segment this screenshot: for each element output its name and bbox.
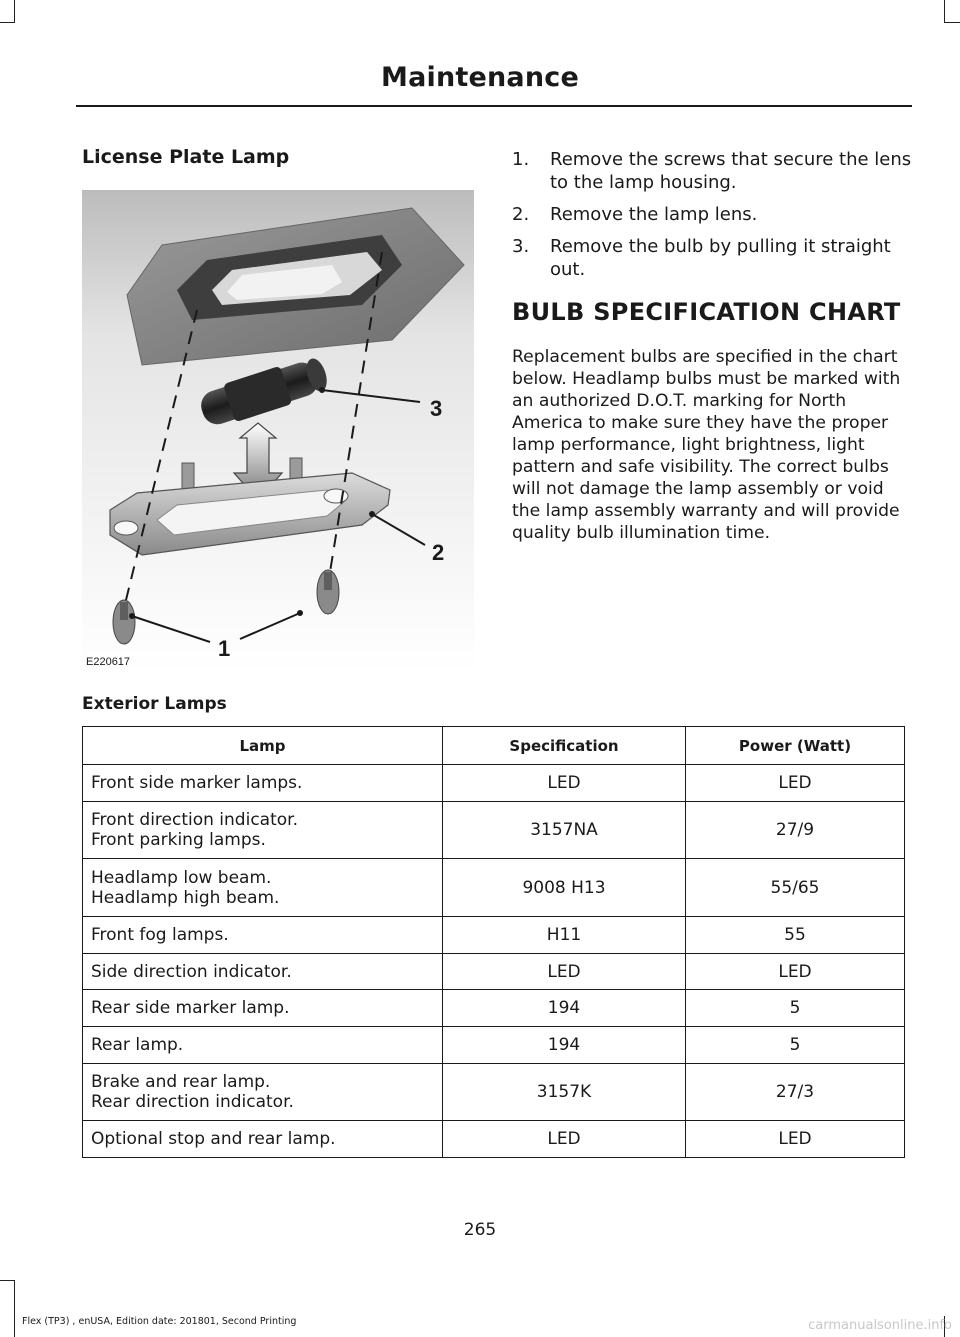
table-row (83, 917, 905, 954)
power-cell: 55 (686, 917, 905, 954)
license-plate-lamp-figure (82, 190, 474, 672)
callout-1: 1 (218, 636, 231, 661)
lamp-cell: Rear lamp. (83, 1027, 443, 1064)
step-text: Remove the bulb by pulling it straight out. (550, 236, 891, 280)
callout-2: 2 (432, 540, 445, 565)
spec-cell: 194 (443, 990, 686, 1027)
power-cell: 5 (686, 1027, 905, 1064)
power-cell: 27/9 (686, 802, 905, 859)
edition-footer: Flex (TP3) , enUSA, Edition date: 201801, Second Printing (22, 1316, 297, 1327)
column-header-lamp: Lamp (83, 727, 443, 765)
removal-steps (512, 148, 912, 290)
table-row (83, 954, 905, 990)
bulb-chart-intro: Replacement bulbs are specified in the chart below. Headlamp bulbs must be marked with an authorized D.O.T. marking for North America to make sure they have the proper lamp performance, light brightness, light pattern and safe visibility. The correct bulbs will not damage the lamp assembly or void the lamp assembly warranty and will provide quality bulb illumination time. (512, 347, 901, 543)
table-row (83, 859, 905, 917)
exterior-lamps-caption: Exterior Lamps (82, 694, 227, 714)
power-cell: LED (686, 954, 905, 990)
crop-mark-top-right-v (944, 0, 945, 22)
figure-code: E220617 (86, 656, 131, 668)
power-cell: LED (686, 765, 905, 802)
crop-mark-bottom-left-h (0, 1280, 15, 1281)
crop-mark-top-left-h (0, 22, 15, 23)
step-number: 1. (512, 149, 530, 170)
step-item (512, 148, 912, 194)
power-cell: 27/3 (686, 1064, 905, 1121)
table-row (83, 802, 905, 859)
spec-cell: LED (443, 1121, 686, 1158)
table-row (83, 765, 905, 802)
exterior-lamps-table (82, 726, 905, 1158)
spec-cell: 3157NA (443, 802, 686, 859)
table-row (83, 1027, 905, 1064)
spec-cell: 9008 H13 (443, 859, 686, 917)
power-cell: 5 (686, 990, 905, 1027)
step-item (512, 203, 912, 226)
header-divider (76, 105, 912, 107)
callout-3: 3 (430, 396, 443, 421)
column-header-specification: Specification (443, 727, 686, 765)
spec-cell: LED (443, 765, 686, 802)
lamp-cell: Optional stop and rear lamp. (83, 1121, 443, 1158)
table-row (83, 1121, 905, 1158)
lamp-cell: Front fog lamps. (83, 917, 443, 954)
page-title: Maintenance (381, 62, 579, 93)
spec-cell: 194 (443, 1027, 686, 1064)
column-header-power: Power (Watt) (686, 727, 905, 765)
page-number: 265 (463, 1220, 497, 1240)
lamp-cell: Front side marker lamps. (83, 765, 443, 802)
step-number: 3. (512, 236, 530, 257)
site-watermark: carmanualsonline.info (808, 1318, 952, 1333)
step-text: Remove the lamp lens. (550, 204, 758, 225)
spec-cell: LED (443, 954, 686, 990)
step-number: 2. (512, 204, 530, 225)
bulb-chart-heading: BULB SPECIFICATION CHART (512, 298, 901, 326)
lamp-cell: Brake and rear lamp. Rear direction indicator. (83, 1064, 443, 1121)
step-item (512, 235, 912, 281)
crop-mark-bottom-left-v (14, 1280, 15, 1337)
lamp-cell: Rear side marker lamp. (83, 990, 443, 1027)
power-cell: 55/65 (686, 859, 905, 917)
table-header-row (83, 727, 905, 765)
lamp-cell: Front direction indicator. Front parking lamps. (83, 802, 443, 859)
lamp-cell: Headlamp low beam. Headlamp high beam. (83, 859, 443, 917)
lamp-cell: Side direction indicator. (83, 954, 443, 990)
spec-cell: H11 (443, 917, 686, 954)
table-row (83, 1064, 905, 1121)
table-row (83, 990, 905, 1027)
license-plate-lamp-heading: License Plate Lamp (82, 146, 290, 168)
step-text: Remove the screws that secure the lens to the lamp housing. (550, 149, 912, 193)
crop-mark-top-left-v (14, 0, 15, 22)
crop-mark-top-right-h (944, 22, 960, 23)
power-cell: LED (686, 1121, 905, 1158)
spec-cell: 3157K (443, 1064, 686, 1121)
